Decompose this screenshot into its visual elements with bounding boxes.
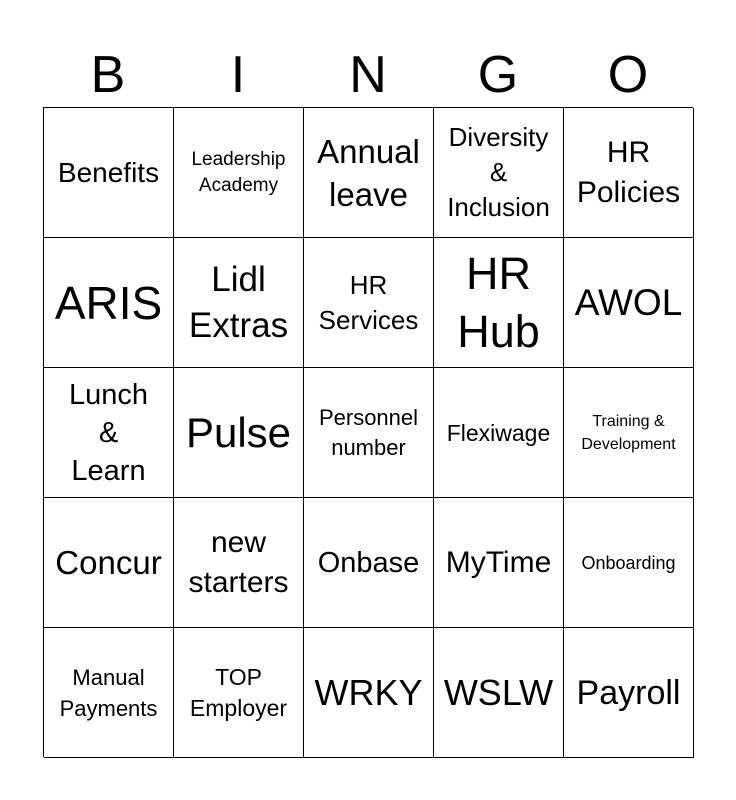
cell-label: ARIS	[54, 276, 163, 329]
cell-label: Diversity & Inclusion	[447, 122, 550, 222]
bingo-cell[interactable]	[304, 108, 434, 238]
bingo-cell[interactable]	[564, 498, 694, 628]
cell-label: Training & Development	[581, 412, 676, 453]
header-letter-i: I	[230, 46, 246, 104]
cell-label: Concur	[55, 543, 162, 581]
bingo-cell[interactable]	[564, 368, 694, 498]
header-letter-g: G	[477, 46, 519, 104]
bingo-cell[interactable]	[434, 238, 564, 368]
bingo-cell[interactable]	[44, 108, 174, 238]
bingo-cell[interactable]	[304, 238, 434, 368]
cell-label: Benefits	[57, 156, 160, 188]
bingo-header	[43, 44, 693, 106]
cell-label: Pulse	[185, 408, 292, 456]
cell-label: Manual Payments	[59, 664, 158, 721]
header-letter-b: B	[90, 46, 126, 104]
cell-label: Onbase	[317, 546, 420, 579]
cell-label: TOP Employer	[189, 663, 288, 721]
cell-label: Lidl Extras	[188, 259, 289, 345]
cell-label: Lunch & Learn	[68, 378, 148, 487]
bingo-cell[interactable]	[44, 628, 174, 758]
cell-label: WSLW	[443, 671, 554, 713]
bingo-cell[interactable]	[174, 368, 304, 498]
bingo-cell[interactable]	[174, 628, 304, 758]
bingo-cell[interactable]	[44, 498, 174, 628]
cell-label: AWOL	[574, 281, 683, 323]
cell-label: Onboarding	[581, 552, 676, 573]
bingo-board	[43, 107, 693, 757]
cell-label: MyTime	[445, 545, 552, 579]
bingo-cell[interactable]	[304, 368, 434, 498]
cell-label: HR Policies	[576, 135, 681, 209]
bingo-cell[interactable]	[44, 238, 174, 368]
cell-label: Annual leave	[317, 132, 420, 213]
bingo-cell[interactable]	[564, 238, 694, 368]
bingo-cell[interactable]	[304, 628, 434, 758]
cell-label: Flexiwage	[446, 419, 551, 446]
header-letter-n: N	[349, 46, 387, 104]
cell-label: Personnel number	[318, 404, 419, 460]
bingo-cell[interactable]	[434, 628, 564, 758]
bingo-cell[interactable]	[564, 108, 694, 238]
cell-label: Payroll	[576, 673, 681, 712]
bingo-cell[interactable]	[174, 238, 304, 368]
bingo-cell[interactable]	[174, 108, 304, 238]
bingo-cell[interactable]	[44, 368, 174, 498]
cell-label: HR Hub	[457, 247, 540, 357]
bingo-cell[interactable]	[434, 368, 564, 498]
cell-label: new starters	[188, 525, 289, 599]
bingo-cell[interactable]	[174, 498, 304, 628]
cell-label: WRKY	[314, 671, 423, 713]
bingo-cell[interactable]	[434, 108, 564, 238]
cell-label: HR Services	[318, 269, 419, 335]
bingo-cell[interactable]	[564, 628, 694, 758]
bingo-cell[interactable]	[434, 498, 564, 628]
bingo-cell[interactable]	[304, 498, 434, 628]
cell-label: Leadership Academy	[191, 148, 286, 196]
header-letter-o: O	[607, 46, 649, 104]
